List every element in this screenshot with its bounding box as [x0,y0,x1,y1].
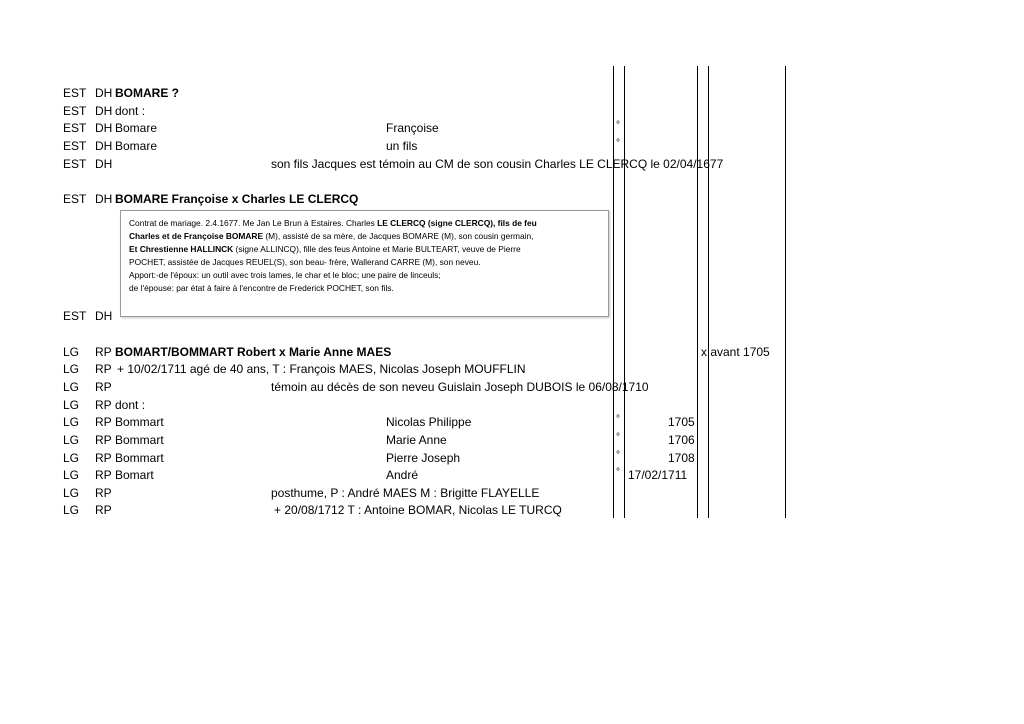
row-code: RP [95,345,112,359]
row-given-name: André [386,468,419,482]
row-source: EST [63,192,87,206]
row-text: témoin au décès de son neveu Guislain Joseph DUBOIS le 06/08/1710 [271,380,649,394]
note-line: de l'épouse: par état à faire à l'encontre de Frederick POCHET, son fils. [129,283,394,293]
row-given-name: Nicolas Philippe [386,415,472,429]
row-code: RP [95,415,112,429]
row-code: RP [95,362,112,376]
row-source: LG [63,362,80,376]
birth-mark: ° [616,414,620,425]
marriage-contract-note [120,210,609,317]
note-line: Contrat de mariage. 2.4.1677. Me Jan Le Brun à Estaires. Charles LE CLERCQ (signe CLERCQ), fils de feu [129,218,537,228]
birth-date: 1706 [668,433,695,447]
marriage-note: x avant 1705 [701,345,770,359]
column-rule [785,66,786,518]
row-given-name: Marie Anne [386,433,447,447]
row-name: Bommart [115,415,164,429]
note-line: POCHET, assistée de Jacques REUEL(S), son beau- frère, Wallerand CARRE (M), son neveu. [129,257,481,267]
birth-mark: ° [616,467,620,478]
row-code: DH [95,139,113,153]
row-source: LG [63,345,80,359]
row-source: LG [63,398,80,412]
column-rule [624,66,625,518]
row-name: BOMARE ? [115,86,179,100]
column-rule [697,66,698,518]
row-source: EST [63,139,87,153]
row-source: EST [63,157,87,171]
row-code: RP [95,486,112,500]
birth-mark: ° [616,432,620,443]
row-source: LG [63,415,80,429]
note-line: Charles et de Françoise BOMARE (M), assisté de sa mère, de Jacques BOMARE (M), son cousin germain, [129,231,534,241]
row-given-name: Pierre Joseph [386,451,461,465]
birth-date: 1708 [668,451,695,465]
row-source: LG [63,451,80,465]
row-code: RP [95,503,112,517]
row-name: Bomare [115,121,158,135]
birth-mark: ° [616,450,620,461]
row-name: BOMART/BOMMART Robert x Marie Anne MAES [115,345,392,359]
row-name: Bomare [115,139,158,153]
row-text: son fils Jacques est témoin au CM de son cousin Charles LE CLERCQ le 02/04/1677 [271,157,724,171]
column-rule [708,66,709,518]
row-code: DH [95,86,113,100]
row-source: LG [63,468,80,482]
row-source: EST [63,86,87,100]
row-name: Bommart [115,433,164,447]
birth-date: 17/02/1711 [628,468,688,482]
row-source: EST [63,121,87,135]
row-given-name: un fils [386,139,418,153]
birth-mark: ° [616,138,620,149]
row-name: Bommart [115,451,164,465]
row-code: RP [95,468,112,482]
row-text: + 10/02/1711 agé de 40 ans, T : François MAES, Nicolas Joseph MOUFFLIN [117,362,526,376]
row-name: dont : [115,104,146,118]
row-source: LG [63,380,80,394]
row-source: EST [63,309,87,323]
column-rule [613,66,614,518]
row-name: BOMARE Françoise x Charles LE CLERCQ [115,192,359,206]
birth-mark: ° [616,120,620,131]
row-code: DH [95,309,113,323]
row-code: DH [95,157,113,171]
row-text: + 20/08/1712 T : Antoine BOMAR, Nicolas LE TURCQ [274,503,562,517]
row-code: RP [95,398,112,412]
row-source: LG [63,433,80,447]
row-code: RP [95,433,112,447]
birth-date: 1705 [668,415,695,429]
row-code: RP [95,451,112,465]
row-name: dont : [115,398,146,412]
row-code: DH [95,121,113,135]
row-source: LG [63,486,80,500]
note-line: Apport:-de l'époux: un outil avec trois lames, le char et le bloc; une paire de linceuls; [129,270,441,280]
row-source: EST [63,104,87,118]
row-name: Bomart [115,468,154,482]
row-source: LG [63,503,80,517]
row-text: posthume, P : André MAES M : Brigitte FLAYELLE [271,486,540,500]
row-code: RP [95,380,112,394]
row-given-name: Françoise [386,121,439,135]
row-code: DH [95,104,113,118]
note-line: Et Chrestienne HALLINCK (signe ALLINCQ), fille des feus Antoine et Marie BULTEART, veuve de Pierre [129,244,521,254]
row-code: DH [95,192,113,206]
